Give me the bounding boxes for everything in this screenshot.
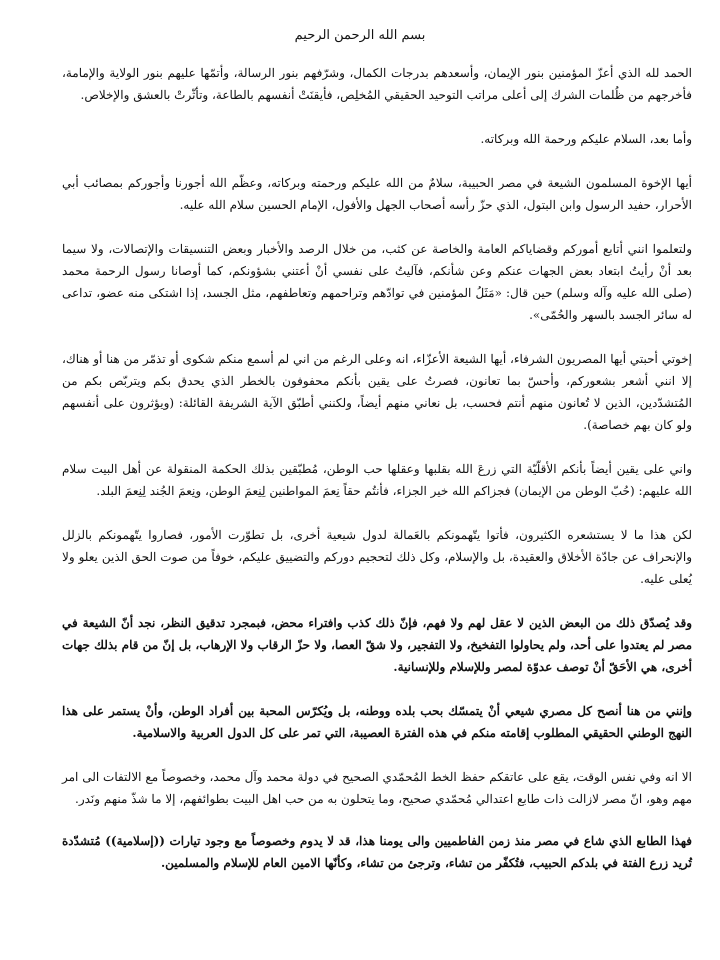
paragraph-refutation: وقد يُصدّق ذلك من البعض الذين لا عقل لهم ولا فهم، فإنّ ذلك كذب وافتراء محض، فبمجرد تدقيق النظر، نجد أنّ الشيعة في مصر لم يعتدوا على أحد، ولم يحاولوا التفخيخ، ولا التفجير، ولا شقّ العصا، ولا حزّ الرقاب ولا الإرهاب، بل إنّ من قام بذلك جهات أخرى، هي الأحَقّ أنْ توصف عدوّة لمصر وللإسلام وللإنسانية. <box>62 616 692 674</box>
paragraph-opening-praise: الحمد لله الذي أعزّ المؤمنين بنور الإيمان، وأسعدهم بدرجات الكمال، وشرّفهم بنور الرسالة، وأتمّها عليهم بنور الولاية والإمامة، فأخرجهم من ظُلمات الشرك إلى أعلى مراتب التوحيد الحقيقي المُخلِص، فأيقنَتْ أنفسهم بالطاعة، وتأثّرتْ بالعشق والإخلاص. <box>62 66 693 102</box>
paragraph-greeting: وأما بعد، السلام عليكم ورحمة الله وبركاته. <box>480 132 692 146</box>
paragraph-warning: فهذا الطابع الذي شاع في مصر منذ زمن الفاطميين والى يومنا هذا، قد لا يدوم وخصوصاً مع وجود تيارات ((إسلامية)) مُتشدّدة تُريد زرع الفتة في بلدكم الحبيب، فتُكفّر من تشاء، وترجئ من تشاء، وكأنّها الامين العام للإسلام والمسلمين. <box>62 834 693 870</box>
basmala-heading: بسم الله الرحمن الرحيم <box>294 28 426 43</box>
paragraph-following-affairs: ولتعلموا انني أتابع أموركم وقضاياكم العامة والخاصة عن كثب، من خلال الرصد والأخبار وبعض التنسيقات والإتصالات، ولا سيما بعد أنْ رأيتُ ابتعاد بعض الجهات عنكم وعن شأنكم، فآليتُ على نفسي أنْ أعتني بشؤونكم، كما أوصانا رسول الرحمة محمد (صلى الله عليه وآله وسلم) حين قال: «مَثَلُ المؤمنين في توادّهم وتراحمهم وتعاطفهم، مثل الجسد، إذا اشتكى منه عضو، تداعى له سائر الجسد بالسهر والحُمّى». <box>62 242 692 322</box>
letter-body <box>62 62 692 896</box>
paragraph-accusations: لكن هذا ما لا يستشعره الكثيرون، فأتوا يتّهمونكم بالعَمالة لدول شيعية أخرى، بل تطوّرت الأمور، فصاروا يتّهمونكم بالزلل والإنحراف عن جادّة الأخلاق والعقيدة، بل والإسلام، وكل ذلك لتحجيم دوركم والتضييق عليكم، خوفاً من صوت الحق الذين يعلو ولا يُعلى عليه. <box>62 528 692 586</box>
paragraph-address-egypt-shia: أيها الإخوة المسلمون الشيعة في مصر الحبيبة، سلامٌ من الله عليكم ورحمته وبركاته، وعظّم الله أجورنا وأجوركم بمصائب أبي الأحرار، حفيد الرسول وابن البتول، الذي حزّ رأسه أصحاب الجهل والأفول، الإمام الحسين سلام الله عليه. <box>62 176 692 212</box>
paragraph-brothers-egyptians: إخوتي أحبتي أيها المصريون الشرفاء، أيها الشيعة الأعزّاء، انه وعلى الرغم من اني لم أسمع منكم شكوى أو تذمّر من هنا أو هناك، إلا انني أشعر بشعوركم، وأحسّ بما تعانون، فصرتُ على يقين بأنكم محفوفون بالخطر الذي يحدق بكم ويتربّص بكم من المُتشدّدين، الذين لا تُعانون منهم أنتم فحسب، بل نعاني منهم أيضاً، ولكنني أطبّق الآية الشريفة القائلة: (ويؤثرون على أنفسهم ولو كان بهم خصاصة). <box>62 352 692 432</box>
paragraph-advice: وإنني من هنا أنصح كل مصري شيعي أنْ يتمسّك بحب بلده ووطنه، بل ويُكرّس المحبة بين أفراد الوطن، وأنْ يستمر على هذا النهج الوطني الحقيقي المطلوب إقامته منكم في هذه الفترة العصيبة، التي تمر على كل الدول العربية والاسلامية. <box>62 704 692 740</box>
paragraph-responsibility: الا انه وفي نفس الوقت، يقع على عاتقكم حفظ الخط المُحمّدي الصحيح في دولة محمد وآل محمد، وخصوصاً مع الالتفات الى امر مهم وهو، انّ مصر لازالت ذات طابع اعتدالي مُحمّدي صحيح، وما يتحلون به من حب اهل البيت بطوائفهم، إلا ما شذّ منهم ونَدر. <box>62 770 692 806</box>
paragraph-love-of-homeland: واني على يقين أيضاً بأنكم الأقلّيّة التي زرعَ الله بقلبها وعقلها حب الوطن، مُطبّقين بذلك الحكمة المنقولة عن أهل البيت سلام الله عليهم: (حُبّ الوطن من الإيمان) فجزاكم الله خير الجزاء، فأنتُم حقاً نِعمَ المواطنين لِنِعمَ الوطن، ونِعمَ الجُند لِنِعمَ البلد. <box>62 462 692 498</box>
